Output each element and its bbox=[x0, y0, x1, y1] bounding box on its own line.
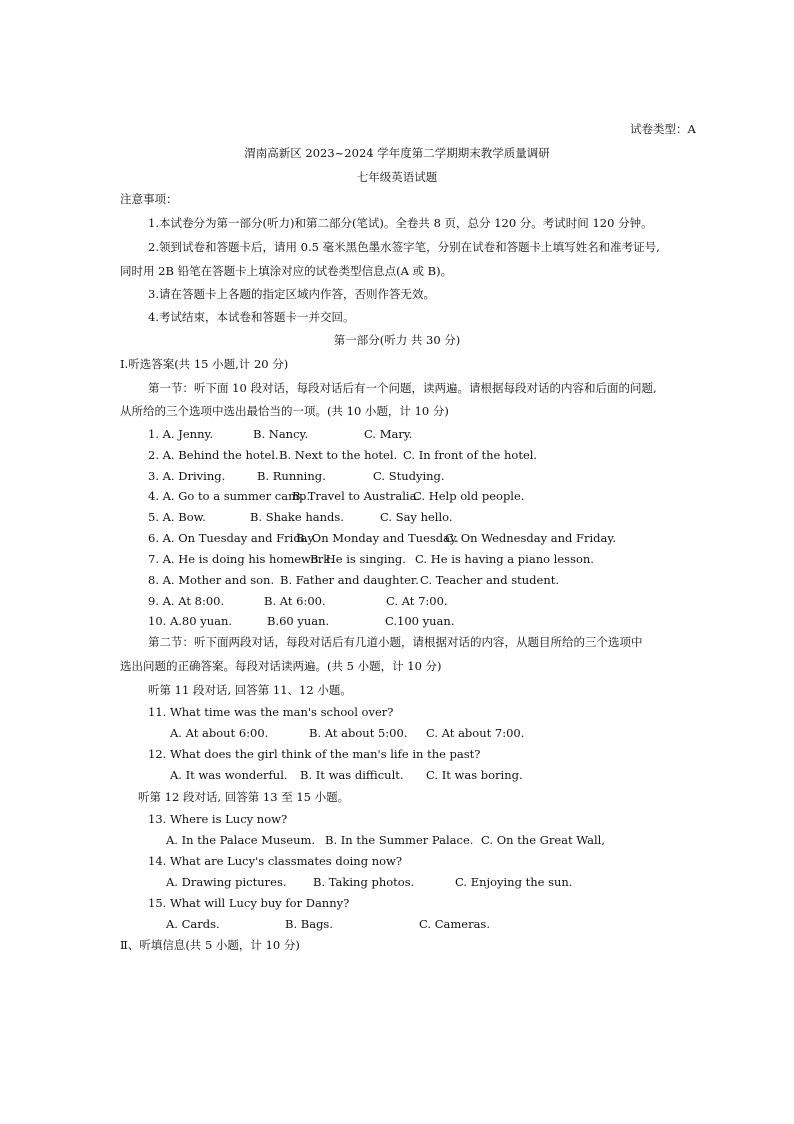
sub2-intro-line: 选出问题的正确答案。每段对话读两遍。(共 5 小题，计 10 分) bbox=[120, 659, 442, 673]
option-b: B. On Monday and Tuesday. bbox=[296, 531, 459, 545]
option-b: B. Shake hands. bbox=[250, 510, 344, 524]
option-c: C. Studying. bbox=[373, 469, 445, 483]
option-b: B. At about 5:00. bbox=[309, 726, 408, 740]
question-stem: 15. What will Lucy buy for Danny? bbox=[148, 896, 350, 910]
question-stem: 13. Where is Lucy now? bbox=[148, 812, 288, 826]
option-c: C. At about 7:00. bbox=[426, 726, 525, 740]
option-c: C. In front of the hotel. bbox=[403, 448, 538, 462]
option-a: 4. A. Go to a summer camp. bbox=[148, 489, 311, 503]
option-a: 5. A. Bow. bbox=[148, 510, 206, 524]
option-c: C. On Wednesday and Friday. bbox=[445, 531, 617, 545]
option-c: C. It was boring. bbox=[426, 768, 523, 782]
option-b: B. Next to the hotel. bbox=[279, 448, 398, 462]
option-c: C. Enjoying the sun. bbox=[455, 875, 573, 889]
option-b: B.60 yuan. bbox=[267, 614, 330, 628]
section1-heading: Ⅰ.听选答案(共 15 小题,计 20 分) bbox=[120, 357, 289, 371]
option-a: A. It was wonderful. bbox=[170, 768, 288, 782]
option-a: 3. A. Driving. bbox=[148, 469, 226, 483]
option-b: B. Nancy. bbox=[253, 427, 309, 441]
option-a: A. Drawing pictures. bbox=[166, 875, 287, 889]
option-a: 6. A. On Tuesday and Friday. bbox=[148, 531, 317, 545]
option-a: 8. A. Mother and son. bbox=[148, 573, 275, 587]
option-a: 1. A. Jenny. bbox=[148, 427, 214, 441]
note-item: 3.请在答题卡上各题的指定区域内作答，否则作答无效。 bbox=[148, 287, 435, 301]
option-c: C.100 yuan. bbox=[385, 614, 455, 628]
option-a: 9. A. At 8:00. bbox=[148, 594, 225, 608]
question-stem: 14. What are Lucy's classmates doing now? bbox=[148, 854, 403, 868]
section2-heading: Ⅱ、听填信息(共 5 小题，计 10 分) bbox=[120, 938, 300, 952]
option-c: C. Teacher and student. bbox=[420, 573, 560, 587]
option-c: C. Mary. bbox=[364, 427, 413, 441]
sub2-intro-line: 第二节：听下面两段对话，每段对话后有几道小题，请根据对话的内容，从题目所给的三个选项中 bbox=[148, 635, 643, 649]
option-a: A. Cards. bbox=[166, 917, 220, 931]
note-item: 2.领到试卷和答题卡后，请用 0.5 毫米黑色墨水签字笔，分别在试卷和答题卡上填写姓名和准考证号, bbox=[148, 240, 660, 254]
option-a: 10. A.80 yuan. bbox=[148, 614, 233, 628]
note-item: 同时用 2B 铅笔在答题卡上填涂对应的试卷类型信息点(A 或 B)。 bbox=[120, 264, 453, 278]
option-c: C. On the Great Wall, bbox=[481, 833, 605, 847]
option-c: C. Say hello. bbox=[380, 510, 453, 524]
option-c: C. Help old people. bbox=[413, 489, 525, 503]
part-one-title: 第一部分(听力 共 30 分) bbox=[333, 333, 461, 347]
option-a: 7. A. He is doing his homework. bbox=[148, 552, 334, 566]
sub1-intro-line: 第一节：听下面 10 段对话，每段对话后有一个问题，读两遍。请根据每段对话的内容和后面的问题, bbox=[148, 381, 657, 395]
exam-subtitle: 七年级英语试题 bbox=[356, 170, 438, 184]
note-item: 4.考试结束，本试卷和答题卡一并交回。 bbox=[148, 310, 355, 324]
option-c: C. At 7:00. bbox=[386, 594, 448, 608]
option-c: C. Cameras. bbox=[419, 917, 490, 931]
option-b: B. He is singing. bbox=[310, 552, 406, 566]
option-a: A. At about 6:00. bbox=[170, 726, 269, 740]
option-c: C. He is having a piano lesson. bbox=[415, 552, 594, 566]
question-stem: 12. What does the girl think of the man's life in the past? bbox=[148, 747, 481, 761]
option-a: 2. A. Behind the hotel. bbox=[148, 448, 279, 462]
dialog-intro: 听第 11 段对话, 回答第 11、12 小题。 bbox=[148, 683, 352, 697]
option-b: B. Bags. bbox=[285, 917, 333, 931]
note-item: 1.本试卷分为第一部分(听力)和第二部分(笔试)。全卷共 8 页，总分 120 分。考试时间 120 分钟。 bbox=[148, 216, 653, 230]
dialog-intro: 听第 12 段对话, 回答第 13 至 15 小题。 bbox=[138, 790, 350, 804]
sub1-intro-line: 从所给的三个选项中选出最恰当的一项。(共 10 小题，计 10 分) bbox=[120, 404, 449, 418]
option-b: B. Father and daughter. bbox=[280, 573, 419, 587]
option-b: B. In the Summer Palace. bbox=[325, 833, 474, 847]
option-b: B. Taking photos. bbox=[313, 875, 415, 889]
option-b: B. Travel to Australia. bbox=[292, 489, 421, 503]
option-a: A. In the Palace Museum. bbox=[166, 833, 316, 847]
option-b: B. It was difficult. bbox=[300, 768, 404, 782]
option-b: B. Running. bbox=[257, 469, 326, 483]
question-stem: 11. What time was the man's school over? bbox=[148, 705, 394, 719]
exam-title: 渭南高新区 2023~2024 学年度第二学期期末教学质量调研 bbox=[244, 146, 550, 160]
notes-heading: 注意事项： bbox=[120, 192, 178, 206]
option-b: B. At 6:00. bbox=[264, 594, 326, 608]
paper-type-label: 试卷类型：A bbox=[630, 122, 696, 136]
